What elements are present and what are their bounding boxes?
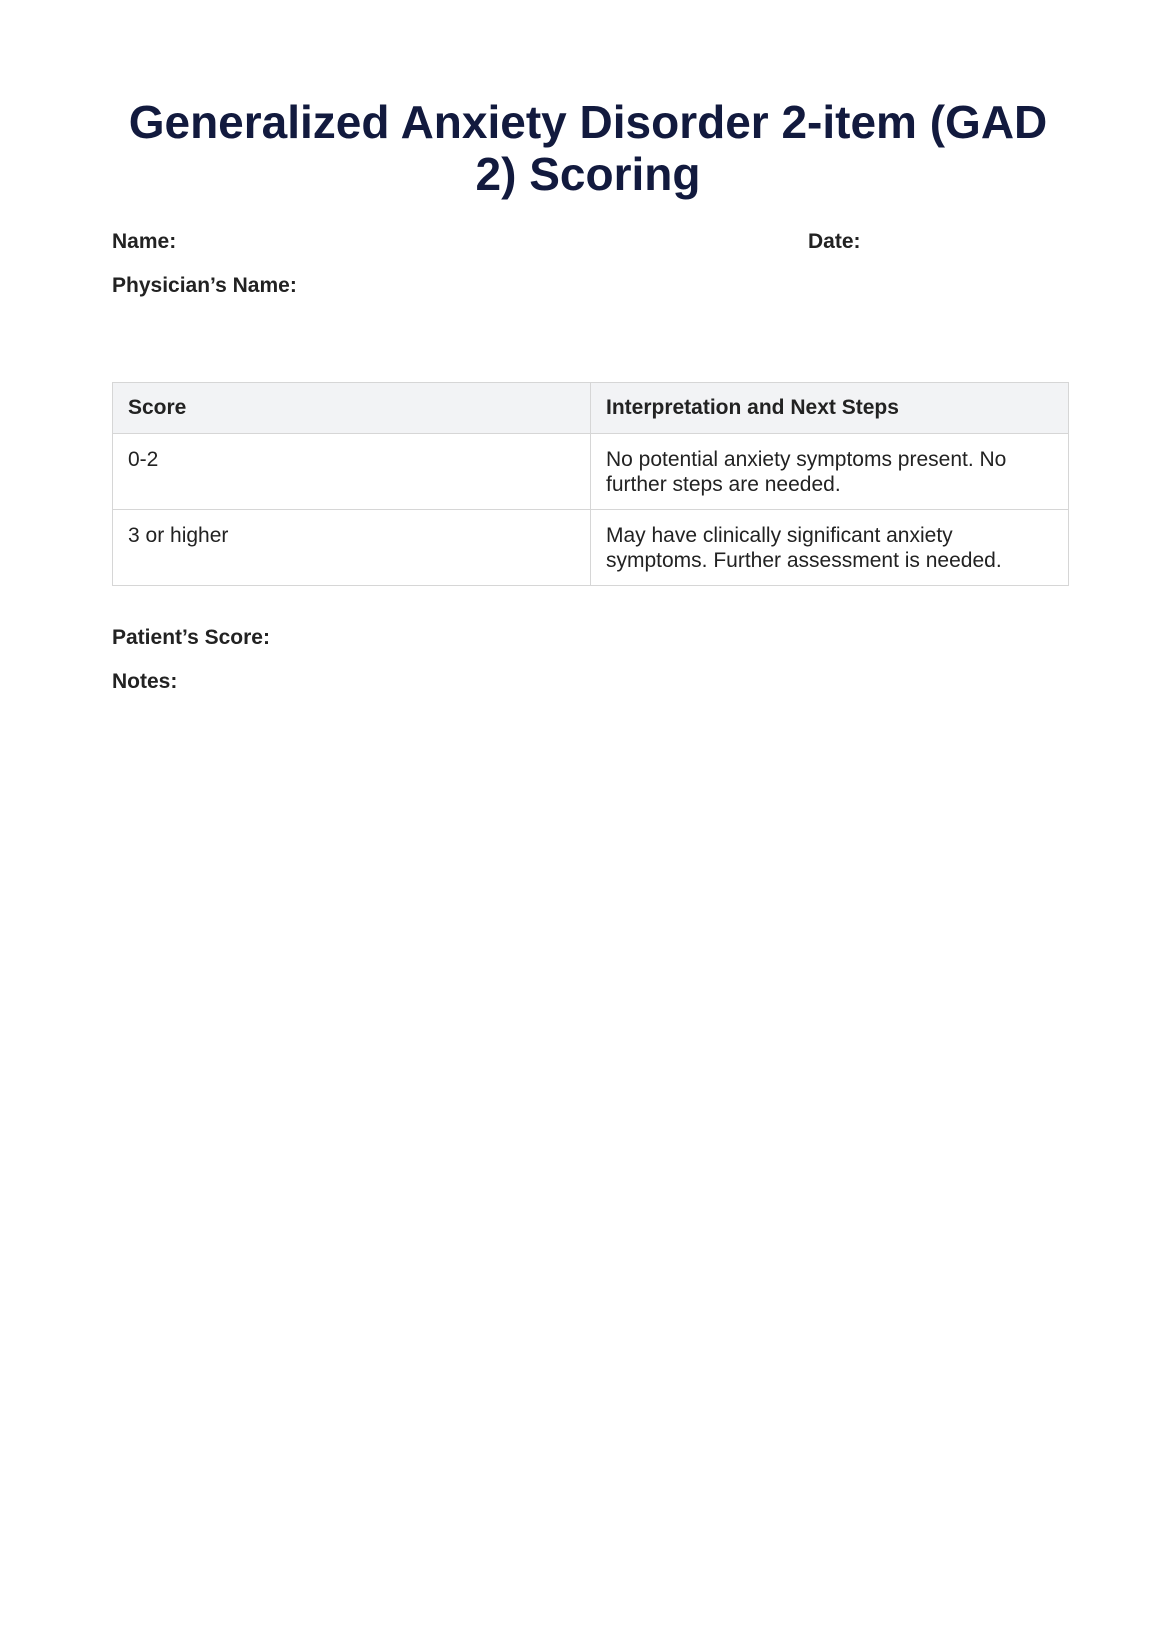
page-title: Generalized Anxiety Disorder 2-item (GAD 2) Scoring (128, 96, 1048, 200)
column-header-score: Score (113, 383, 591, 434)
notes-label: Notes: (112, 670, 178, 693)
date-label: Date: (808, 230, 861, 253)
table-row (113, 510, 1069, 586)
name-label: Name: (112, 230, 177, 253)
table-header-row (113, 383, 1069, 434)
score-cell: 3 or higher (113, 510, 591, 586)
physician-name-label: Physician’s Name: (112, 274, 297, 297)
column-header-interpretation: Interpretation and Next Steps (591, 383, 1069, 434)
scoring-table (112, 382, 1069, 586)
score-cell: 0-2 (113, 434, 591, 510)
interpretation-cell: No potential anxiety symptoms present. No further steps are needed. (591, 434, 1069, 510)
patient-score-label: Patient’s Score: (112, 626, 270, 649)
interpretation-cell: May have clinically significant anxiety symptoms. Further assessment is needed. (591, 510, 1069, 586)
table-row (113, 434, 1069, 510)
